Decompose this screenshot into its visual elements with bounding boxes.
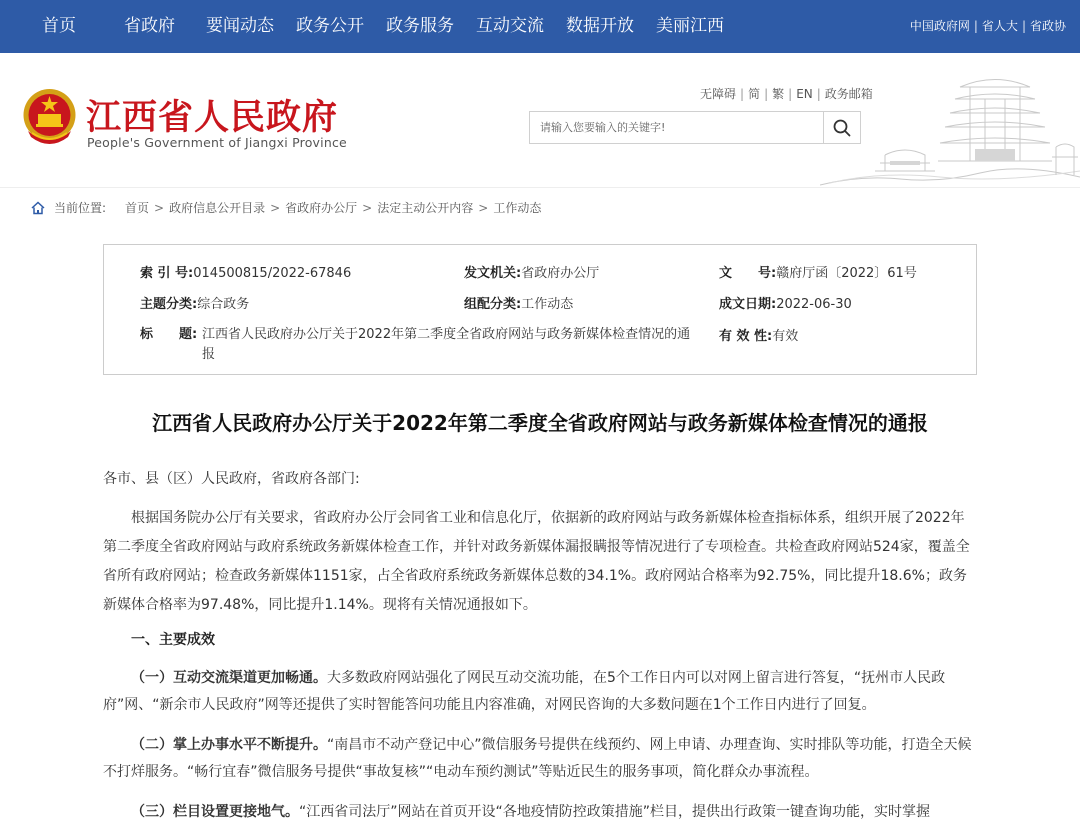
pavilion-skyline-decoration	[820, 67, 1080, 187]
article-title: 江西省人民政府办公厅关于2022年第二季度全省政府网站与政务新媒体检查情况的通报	[152, 411, 928, 435]
nav-item-gov-affairs-open[interactable]: 政务公开	[296, 16, 364, 36]
breadcrumb-item-info-directory[interactable]: 政府信息公开目录	[169, 201, 266, 215]
nav-item-gov-services[interactable]: 政务服务	[386, 16, 454, 36]
article-paragraph-3: （三）栏目设置更接地气。“江西省司法厅”网站在首页开设“各地疫情防控政策措施”栏目，提供出行政策一键查询功能，实时掌握	[131, 804, 931, 820]
meta-date: 成文日期:2022-06-30	[719, 297, 852, 312]
breadcrumb-item-work-news[interactable]: 工作动态	[493, 201, 542, 215]
nav-item-interaction[interactable]: 互动交流	[476, 16, 544, 36]
link-english[interactable]: EN	[796, 87, 813, 101]
search-box	[529, 111, 861, 144]
link-gov-mailbox[interactable]: 政务邮箱	[824, 87, 873, 101]
site-title: 江西省人民政府	[86, 98, 339, 138]
nav-right-links: 中国政府网 | 省人大 | 省政协	[909, 19, 1066, 33]
meta-issuer: 发文机关:省政府办公厅	[464, 266, 600, 281]
article-paragraph-1: （一）互动交流渠道更加畅通。大多数政府网站强化了网民互动交流功能，在5个工作日内可以对网上留言进行答复，“抚州市人民政府”网、“新余市人民政府”网等还提供了实时智能答问功能且内容准确，对网民咨询的大多数问题在1个工作日内进行了回复。	[103, 670, 946, 713]
link-provincial-cppcc[interactable]: 省政协	[1029, 19, 1066, 33]
site-header	[0, 53, 1080, 187]
search-input[interactable]	[530, 112, 825, 143]
meta-document-number: 文 号:赣府厅函〔2022〕61号	[719, 266, 917, 281]
utility-links: 无障碍 | 简 | 繁 | EN | 政务邮箱	[700, 87, 873, 101]
nav-item-news[interactable]: 要闻动态	[206, 16, 274, 36]
breadcrumb-item-general-office[interactable]: 省政府办公厅	[285, 201, 358, 215]
article-intro-paragraph: 根据国务院办公厅有关要求，省政府办公厅会同省工业和信息化厅，依据新的政府网站与政务新媒体检查指标体系，组织开展了2022年第二季度全省政府网站与政府系统政务新媒体检查工作，并针对政务新媒体漏报瞒报等情况进行了专项检查。共检查政府网站524家，覆盖全省所有政府网站；检查政务新媒体1151家，占全省政府系统政务新媒体总数的34.1%。政府网站合格率为92.75%，同比提升18.6%；政务新媒体合格率为97.48%，同比提升1.14%。现将有关情况通报如下。	[103, 510, 970, 613]
meta-validity: 有 效 性:有效	[719, 329, 799, 344]
link-provincial-npc[interactable]: 省人大	[981, 19, 1018, 33]
breadcrumb-item-home[interactable]: 首页	[125, 201, 150, 215]
meta-category: 组配分类:工作动态	[464, 297, 574, 312]
nav-item-open-data[interactable]: 数据开放	[566, 16, 634, 36]
breadcrumb: 当前位置: 首页 > 政府信息公开目录 > 省政府办公厅 > 法定主动公开内容 > 工作动态	[0, 187, 1080, 227]
home-icon	[31, 201, 45, 215]
document-metadata-box: 索 引 号:014500815/2022-67846 发文机关:省政府办公厅 文 号:赣府厅函〔2022〕61号 主题分类:综合政务 组配分类:工作动态 成文日期:2022-06-30 标 题: 江西省人民政府办公厅关于2022年第二季度全省政府网站与政务新媒体检查情况的通报 有 效 性:有效	[103, 244, 977, 375]
link-traditional[interactable]: 繁	[772, 87, 785, 101]
nav-item-beautiful-jiangxi[interactable]: 美丽江西	[656, 16, 724, 36]
meta-topic: 主题分类:综合政务	[140, 297, 250, 312]
nav-item-home[interactable]: 首页	[42, 16, 76, 36]
link-simplified[interactable]: 简	[748, 87, 761, 101]
breadcrumb-item-statutory-content[interactable]: 法定主动公开内容	[377, 201, 474, 215]
link-china-gov[interactable]: 中国政府网	[909, 19, 970, 33]
nav-item-province-gov[interactable]: 省政府	[124, 16, 175, 36]
national-emblem-icon	[22, 87, 77, 147]
section-heading-main-achievements: 一、主要成效	[131, 632, 215, 648]
meta-index-number: 索 引 号:014500815/2022-67846	[140, 266, 352, 281]
breadcrumb-label: 当前位置:	[54, 201, 107, 215]
article-paragraph-2: （二）掌上办事水平不断提升。“南昌市不动产登记中心”微信服务号提供在线预约、网上申请、办理查询、实时排队等功能，打造全天候不打烊服务。“畅行宜春”微信服务号提供“事故复核”“电动车预约测试”等贴近民生的服务事项，简化群众办事流程。	[103, 737, 972, 780]
article-greeting: 各市、县（区）人民政府，省政府各部门:	[103, 471, 360, 487]
link-accessibility[interactable]: 无障碍	[700, 87, 737, 101]
top-nav-bar	[0, 0, 1080, 53]
site-subtitle: People's Government of Jiangxi Province	[87, 135, 347, 150]
